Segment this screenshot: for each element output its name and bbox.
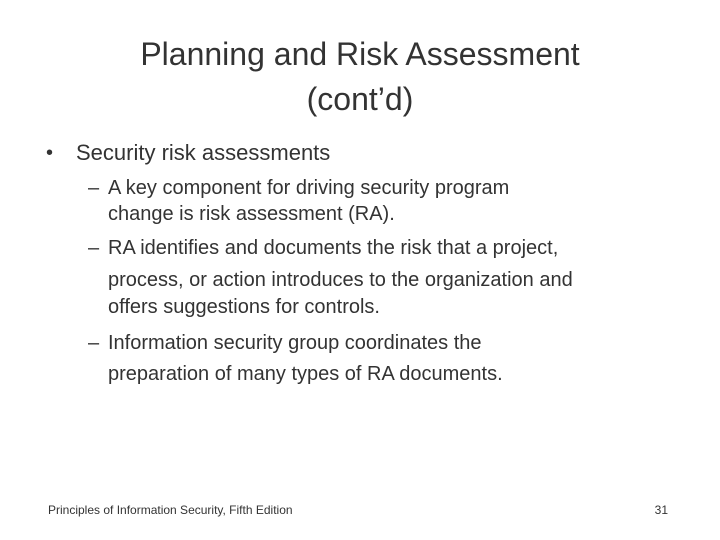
sub-item-marker: – <box>88 332 100 354</box>
slide-title-line-2: (cont’d) <box>306 81 414 117</box>
sub-item-1-line-2: change is risk assessment (RA). <box>108 203 395 225</box>
slide-title-line-1: Planning and Risk Assessment <box>140 36 580 72</box>
bullet-text: Security risk assessments <box>76 140 331 165</box>
sub-item-1-line-1: A key component for driving security program <box>108 177 510 199</box>
sub-item-marker: – <box>88 177 100 199</box>
sub-item-marker: – <box>88 237 100 259</box>
sub-item-3-line-2: preparation of many types of RA documents. <box>108 363 503 385</box>
page-number: 31 <box>654 503 668 517</box>
sub-item-2-line-3: offers suggestions for controls. <box>108 296 380 318</box>
sub-item-3-line-1: Information security group coordinates the <box>108 332 482 354</box>
sub-item-2-line-1: RA identifies and documents the risk that a project, <box>108 237 559 259</box>
footer-source: Principles of Information Security, Fifth Edition <box>48 503 293 517</box>
sub-item-2-line-2: process, or action introduces to the organization and <box>108 269 573 291</box>
bullet-marker: • <box>46 142 54 164</box>
